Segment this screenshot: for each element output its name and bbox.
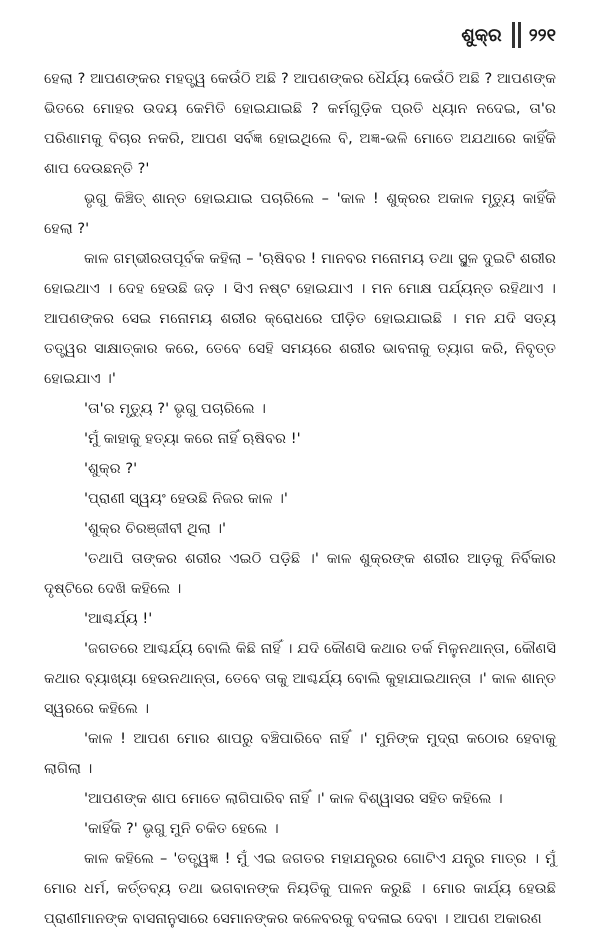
paragraph: ଭୃଗୁ କିଞ୍ଚିତ୍ ଶାନ୍ତ ହୋଇଯାଇ ପଚାରିଲେ – 'କାଳ ! ଶୁକ୍ରର ଅକାଳ ମୃତ୍ୟୁ କାହିଁକି ହେଲା ?' [44,190,556,237]
paragraph: ହେଲା ? ଆପଣଙ୍କର ମହତ୍ତ୍ୱ କେଉଁଠି ଅଛି ? ଆପଣଙ୍କର ଧୈର୍ଯ୍ୟ କେଉଁଠି ଅଛି ? ଆପଣଙ୍କ ଭିତରେ ମୋହର ଉଦୟ କେମିତି ହୋଇଯାଇଛି ? କର୍ମଗୁଡ଼ିକ ପ୍ରତି ଧ୍ୟାନ ନଦେଇ, ତା'ର ପରିଣାମକୁ ବିଚାର ନକରି, ଆପଣ ସର୍ବଜ୍ଞ ହୋଇଥିଲେ ବି, ଅଜ୍ଞ-ଭଳି ମୋତେ ଅଯଥାରେ କାହିଁକି ଶାପ ଦେଉଛନ୍ତି ?' [44,70,556,177]
paragraph: 'ଶୁକ୍ର ?' [84,460,138,477]
paragraph: 'ଶୁକ୍ର ଚିରଞ୍ଜୀବୀ ଥିଲା ।' [84,520,227,537]
paragraph: 'ପ୍ରାଣୀ ସ୍ୱୟଂ ହେଉଛି ନିଜର କାଳ ।' [84,490,288,507]
paragraph: 'ଜଗତରେ ଆଶ୍ଚର୍ଯ୍ୟ ବୋଲି କିଛି ନାହିଁ । ଯଦି କୌଣସି କଥାର ତର୍କ ମିଳୁନଥାନ୍ତା, କୌଣସି କଥାର ବ୍ୟାଖ୍ୟା ହେଉନଥାନ୍ତା, ତେବେ ତାକୁ ଆଶ୍ଚର୍ଯ୍ୟ ବୋଲି କୁହାଯାଇଥାନ୍ତା ।' କାଳ ଶାନ୍ତ ସ୍ୱରରେ କହିଲେ । [44,640,557,717]
paragraph: କାଳ ଗମ୍ଭୀରତାପୂର୍ବକ କହିଲା – 'ଋଷିବର ! ମାନବର ମନୋମୟ ତଥା ସ୍ଥୂଳ ଦୁଇଟି ଶରୀର ହୋଇଥାଏ । ଦେହ ହେଉଛି ଜଡ଼ । ସିଏ ନଷ୍ଟ ହୋଇଯାଏ । ମନ ମୋକ୍ଷ ପର୍ଯ୍ୟନ୍ତ ରହିଥାଏ । ଆପଣଙ୍କର ସେଇ ମନୋମୟ ଶରୀର କ୍ରୋଧରେ ପୀଡ଼ିତ ହୋଇଯାଇଛି । ମନ ଯଦି ସତ୍ୟ ତତ୍ତ୍ୱର ସାକ୍ଷାତ୍କାର କରେ, ତେବେ ସେହି ସମୟରେ ଶରୀର ଭାବନାକୁ ତ୍ୟାଗ କରି, ନିବୃତ୍ତ ହୋଇଯାଏ ।' [44,250,556,387]
paragraph: 'ମୁଁ କାହାକୁ ହତ୍ୟା କରେ ନାହିଁ ଋଷିବର !' [84,430,301,447]
running-title: ଶୁକ୍ର [461,24,502,46]
paragraph: 'ତା'ର ମୃତ୍ୟୁ ?' ଭୃଗୁ ପଚାରିଲେ । [84,400,266,417]
paragraph: 'ଆପଣଙ୍କ ଶାପ ମୋତେ ଲାଗିପାରିବ ନାହିଁ ।' କାଳ ବିଶ୍ୱାସର ସହିତ କହିଲେ । [84,790,503,807]
body-text [44,64,556,934]
paragraph: 'କାଳ ! ଆପଣ ମୋର ଶାପରୁ ବଞ୍ଚିପାରିବେ ନାହିଁ ।' ମୁନିଙ୍କ ମୁଦ୍ରା କଠୋର ହେବାକୁ ଲାଗିଲା । [44,730,556,777]
header-divider [512,22,515,48]
page-number: ୨୨୧ [528,24,556,46]
paragraph: 'ତଥାପି ତାଙ୍କର ଶରୀର ଏଇଠି ପଡ଼ିଛି ।' କାଳ ଶୁକ୍ରଙ୍କ ଶରୀର ଆଡ଼କୁ ନିର୍ବିକାର ଦୃଷ୍ଟିରେ ଦେଖି କହିଲେ । [44,550,556,597]
paragraph: 'କାହିଁକି ?' ଭୃଗୁ ମୁନି ଚକିତ ହେଲେ । [84,820,279,837]
paragraph: କାଳ କହିଲେ – 'ତତ୍ତ୍ୱଜ୍ଞ ! ମୁଁ ଏଇ ଜଗତର ମହାଯନ୍ତ୍ରର ଗୋଟିଏ ଯନ୍ତ୍ର ମାତ୍ର । ମୁଁ ମୋର ଧର୍ମ, କର୍ତ୍ତବ୍ୟ ତଥା ଭଗବାନଙ୍କ ନିୟତିକୁ ପାଳନ କରୁଛି । ମୋର କାର୍ଯ୍ୟ ହେଉଛି ପ୍ରାଣୀମାନଙ୍କ ବାସନାନୁସାରେ ସେମାନଙ୍କର କଳେବରକୁ ବଦଳାଇ ଦେବା । ଆପଣ ଅକାରଣ [44,850,556,927]
paragraph: 'ଆଶ୍ଚର୍ଯ୍ୟ !' [84,610,153,627]
page-header [461,22,556,48]
